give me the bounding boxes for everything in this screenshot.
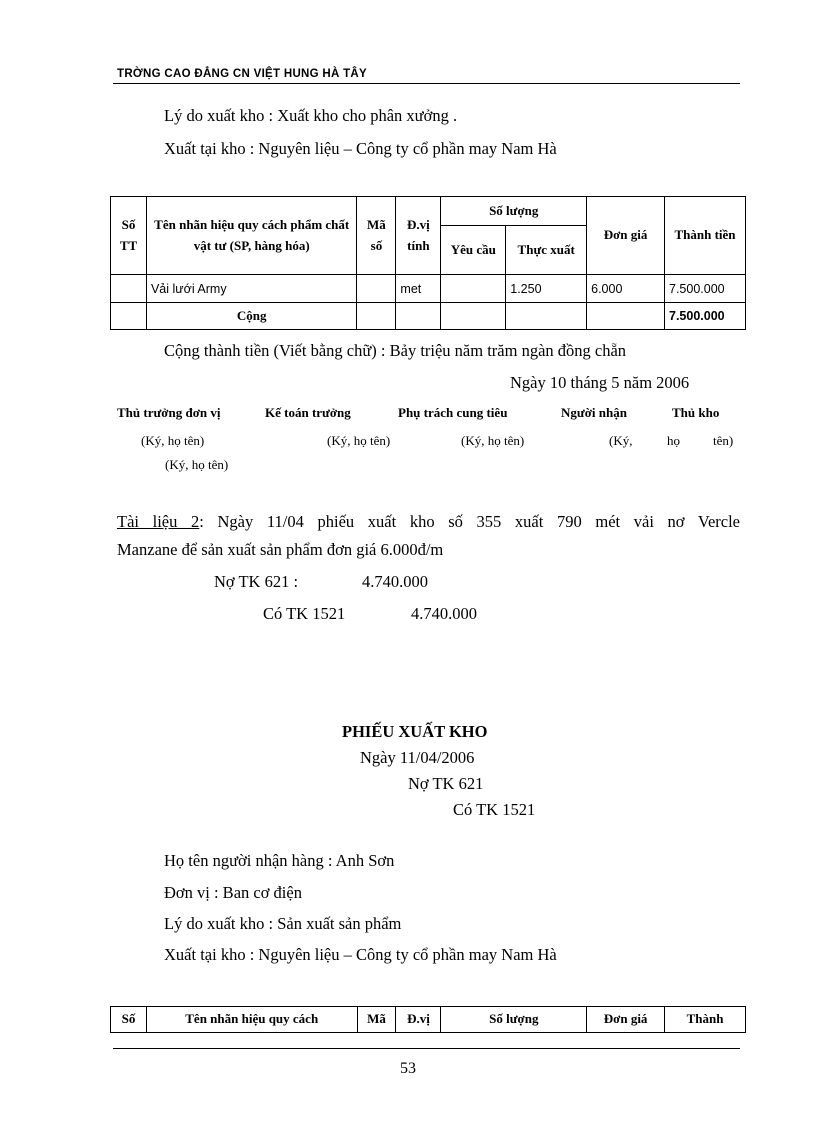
sum-price — [587, 303, 665, 330]
col-req-header: Yêu cầu — [441, 226, 506, 275]
slip2-col-qty-header: Số lượng — [441, 1007, 587, 1033]
header-rule — [113, 83, 740, 84]
cell-req — [441, 275, 506, 303]
doc2-credit-amount: 4.740.000 — [411, 604, 477, 623]
sign-note-4a: (Ký, — [609, 433, 633, 448]
slip2-debit: Nợ TK 621 — [408, 774, 484, 793]
slip2-credit: Có TK 1521 — [453, 800, 536, 819]
col-name-header: Tên nhãn hiệu quy cách phẩm chất vật tư (SP, hàng hóa) — [146, 197, 356, 275]
cell-actual: 1.250 — [506, 275, 587, 303]
cell-stt — [111, 275, 147, 303]
doc2-credit-label: Có TK 1521 — [263, 604, 346, 623]
sum-req — [441, 303, 506, 330]
slip2-col-stt-header: Số — [111, 1007, 147, 1033]
signer-receiver: Người nhận — [561, 405, 627, 420]
col-total-header: Thành tiền — [665, 197, 746, 275]
sign-note-2: (Ký, họ tên) — [327, 433, 391, 448]
sign-note-4b: họ — [667, 433, 680, 448]
slip2-col-unit-header: Đ.vị — [396, 1007, 441, 1033]
slip2-date: Ngày 11/04/2006 — [360, 748, 475, 767]
slip1-warehouse: Xuất tại kho : Nguyên liệu – Công ty cổ phần may Nam Hà — [164, 139, 557, 158]
signer-supply-manager: Phụ trách cung tiêu — [398, 405, 508, 420]
slip2-col-total-header: Thành — [665, 1007, 746, 1033]
sum-total: 7.500.000 — [665, 303, 746, 330]
doc2-debit-amount: 4.740.000 — [362, 572, 428, 591]
footer-rule — [113, 1048, 740, 1049]
doc2-title: Tài liệu 2 — [117, 512, 200, 531]
doc2-line2: Manzane để sản xuất sản phẩm đơn giá 6.000đ/m — [117, 540, 444, 559]
sign-note-4c: tên) — [713, 433, 734, 448]
doc2-line1 — [117, 512, 740, 532]
cell-total: 7.500.000 — [665, 275, 746, 303]
sign-note-3: (Ký, họ tên) — [461, 433, 525, 448]
slip2-table — [110, 1006, 746, 1033]
col-unit-header: Đ.vị tính — [396, 197, 441, 275]
slip2-receiver: Họ tên người nhận hàng : Anh Sơn — [164, 851, 395, 870]
col-actual-header: Thực xuất — [506, 226, 587, 275]
sum-unit — [396, 303, 441, 330]
slip2-col-code-header: Mã — [357, 1007, 396, 1033]
cell-code — [357, 275, 396, 303]
doc2-debit-label: Nợ TK 621 : — [214, 572, 299, 591]
col-qty-header: Số lượng — [441, 197, 587, 226]
cell-unit: met — [396, 275, 441, 303]
sum-label: Cộng — [146, 303, 356, 330]
cell-name: Vải lưới Army — [146, 275, 356, 303]
slip1-reason: Lý do xuất kho : Xuất kho cho phân xưởng . — [164, 106, 458, 125]
table-row — [111, 275, 746, 303]
cell-price: 6.000 — [587, 275, 665, 303]
col-stt-header: Số TT — [111, 197, 147, 275]
slip1-table — [110, 196, 746, 330]
slip2-warehouse: Xuất tại kho : Nguyên liệu – Công ty cổ phần may Nam Hà — [164, 945, 557, 964]
sum-stt — [111, 303, 147, 330]
slip2-col-name-header: Tên nhãn hiệu quy cách — [146, 1007, 357, 1033]
slip2-reason: Lý do xuất kho : Sản xuất sản phẩm — [164, 914, 402, 933]
slip2-unit: Đơn vị : Ban cơ điện — [164, 883, 302, 902]
col-price-header: Đơn giá — [587, 197, 665, 275]
signer-chief-accountant: Kế toán trưởng — [265, 405, 351, 420]
slip1-date: Ngày 10 tháng 5 năm 2006 — [510, 373, 690, 392]
sum-actual — [506, 303, 587, 330]
slip1-amount-words: Cộng thành tiền (Viết bằng chữ) : Bảy triệu năm trăm ngàn đồng chẵn — [164, 341, 627, 360]
page-number: 53 — [400, 1060, 416, 1077]
slip2-col-price-header: Đơn giá — [587, 1007, 665, 1033]
header-school-name: TRỜNG CAO ĐẲNG CN VIỆT HUNG HÀ TÂY — [117, 68, 368, 80]
sign-note-5: (Ký, họ tên) — [165, 457, 229, 472]
doc2-line1-text: : Ngày 11/04 phiếu xuất kho số 355 xuất 790 mét vải nơ Vercle — [199, 512, 740, 531]
col-code-header: Mã số — [357, 197, 396, 275]
sum-code — [357, 303, 396, 330]
slip2-title: PHIẾU XUẤT KHO — [342, 722, 488, 741]
signer-storekeeper: Thủ kho — [672, 405, 720, 420]
sign-note-1: (Ký, họ tên) — [141, 433, 205, 448]
table-sum-row — [111, 303, 746, 330]
signer-head-of-unit: Thủ trưởng đơn vị — [117, 405, 221, 420]
